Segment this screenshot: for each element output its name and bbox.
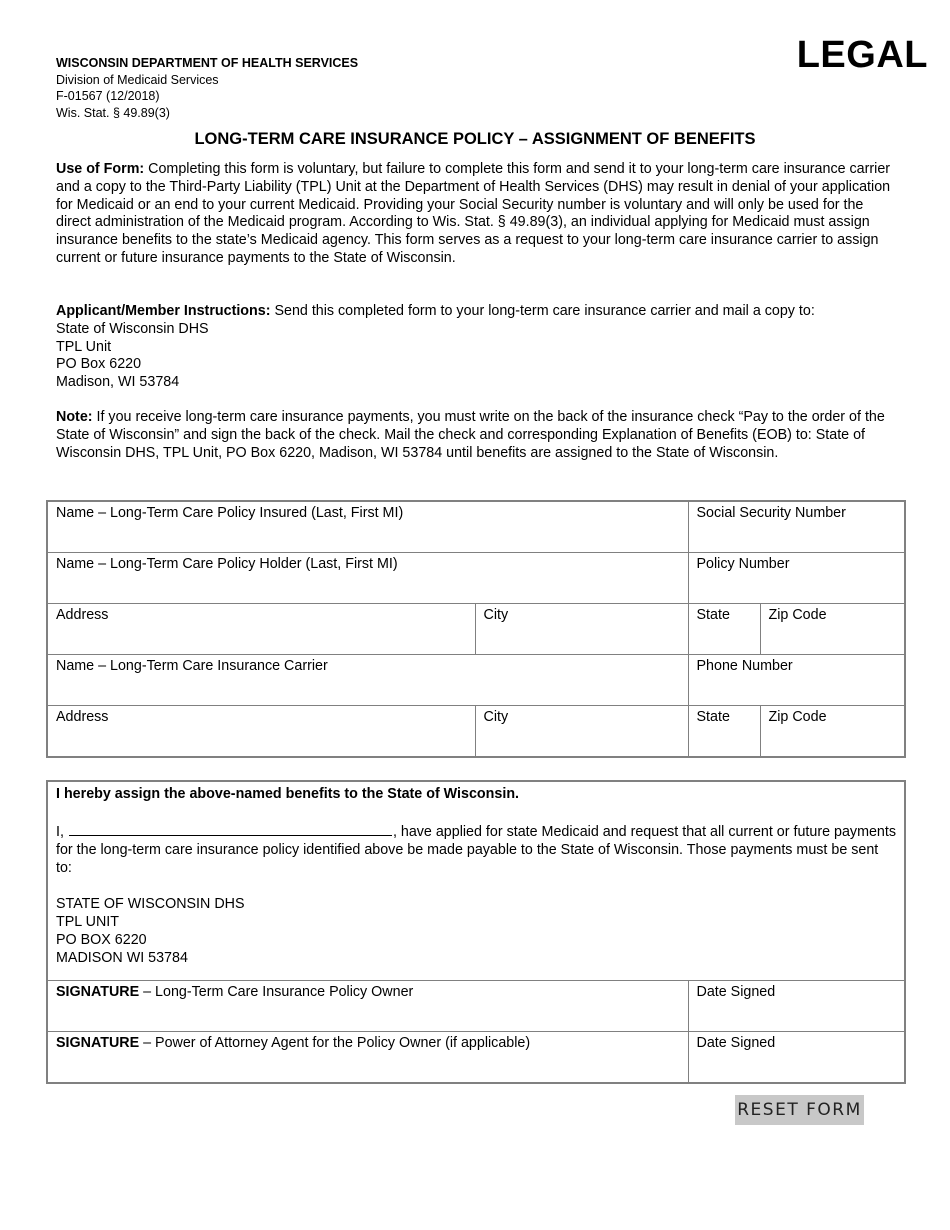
phone-number-label: Phone Number	[696, 658, 793, 674]
insured-name-label: Name – Long-Term Care Policy Insured (Last, First MI)	[56, 505, 404, 521]
use-of-form-paragraph	[56, 161, 896, 268]
carrier-city-field[interactable]	[475, 706, 688, 758]
policy-number-field[interactable]	[688, 553, 905, 604]
phone-number-field[interactable]	[688, 655, 905, 706]
holder-name-field[interactable]	[47, 553, 688, 604]
instructions-text: Send this completed form to your long-term care insurance carrier and mail a copy to:	[270, 303, 815, 319]
insured-city-field[interactable]	[475, 604, 688, 655]
address-label: Address	[56, 709, 109, 725]
form-header	[56, 55, 358, 121]
carrier-address-field[interactable]	[47, 706, 475, 758]
use-of-form-label: Use of Form:	[56, 161, 145, 177]
applicant-name-blank[interactable]	[69, 821, 392, 836]
instructions-label: Applicant/Member Instructions:	[56, 303, 271, 319]
form-number: F-01567 (12/2018)	[56, 89, 160, 103]
assignment-text: , have applied for state Medicaid and request that all current or future payments for the long-term care insurance policy identified above be made payable to the State of Wisconsin. Those payments must be sent to:	[56, 824, 896, 876]
holder-name-label: Name – Long-Term Care Policy Holder (Last, First MI)	[56, 556, 398, 572]
date-signed-label: Date Signed	[696, 1035, 776, 1051]
state-label: State	[696, 709, 730, 725]
insured-zip-field[interactable]	[760, 604, 905, 655]
assignment-table	[46, 780, 906, 1084]
city-label: City	[483, 709, 509, 725]
assignment-statement	[56, 821, 896, 877]
date-signed-label: Date Signed	[696, 984, 776, 1000]
address-label: Address	[56, 607, 109, 623]
insured-address-field[interactable]	[47, 604, 475, 655]
mail-address-line: TPL Unit	[56, 338, 112, 355]
note-text: If you receive long-term care insurance payments, you must write on the back of the insurance check “Pay to the order of the State of Wisconsin” and sign the back of the check. Mail the check and corresponding Explanation of Benefits (EOB) to: State of Wisconsin DHS, TPL Unit, PO Box 6220, Madison, WI 53784 until benefits are assigned to the State of Wisconsin.	[56, 409, 885, 461]
insured-name-field[interactable]	[47, 501, 688, 553]
carrier-name-label: Name – Long-Term Care Insurance Carrier	[56, 658, 328, 674]
insured-state-field[interactable]	[688, 604, 760, 655]
poa-signature-desc: – Power of Attorney Agent for the Policy Owner (if applicable)	[139, 1035, 531, 1051]
mail-address-line: Madison, WI 53784	[56, 374, 180, 391]
mail-address-line: State of Wisconsin DHS	[56, 320, 209, 337]
owner-date-signed-field[interactable]	[688, 981, 905, 1032]
dhs-address-line: STATE OF WISCONSIN DHS	[56, 896, 245, 912]
poa-signature-field[interactable]	[47, 1032, 688, 1084]
note-label: Note:	[56, 409, 93, 425]
page-title: LONG-TERM CARE INSURANCE POLICY – ASSIGNMENT OF BENEFITS	[194, 130, 756, 148]
owner-signature-desc: – Long-Term Care Insurance Policy Owner	[139, 984, 414, 1000]
assignment-section	[47, 781, 905, 981]
owner-signature-field[interactable]	[47, 981, 688, 1032]
ssn-field[interactable]	[688, 501, 905, 553]
carrier-name-field[interactable]	[47, 655, 688, 706]
dhs-address-line: MADISON WI 53784	[56, 950, 188, 966]
use-of-form-text: Completing this form is voluntary, but failure to complete this form and send it to your long-term care insurance carrier and a copy to the Third-Party Liability (TPL) Unit at the Department of Health Services (DHS) may result in denial of your application for Medicaid or an end to your current Medicaid. Providing your Social Security number is voluntary and will only be used for the direct administration of the Medicaid program. According to Wis. Stat. § 49.89(3), an individual applying for Medicaid must assign insurance benefits to the state’s Medicaid agency. This form serves as a request to your long-term care insurance carrier to assign current or future insurance payments to the State of Wisconsin.	[56, 161, 891, 266]
assignment-prefix: I,	[56, 824, 64, 840]
state-label: State	[696, 607, 730, 623]
assignment-heading: I hereby assign the above-named benefits to the State of Wisconsin.	[56, 786, 520, 802]
ssn-label: Social Security Number	[696, 505, 846, 521]
mail-address-line: PO Box 6220	[56, 356, 142, 373]
poa-date-signed-field[interactable]	[688, 1032, 905, 1084]
signature-label: SIGNATURE	[56, 984, 140, 1000]
zip-label: Zip Code	[768, 607, 827, 623]
legal-label: LEGAL	[796, 34, 928, 76]
statute-reference: Wis. Stat. § 49.89(3)	[56, 105, 170, 120]
instructions-paragraph	[56, 303, 896, 392]
city-label: City	[483, 607, 509, 623]
dhs-address-line: PO BOX 6220	[56, 932, 147, 948]
zip-label: Zip Code	[768, 709, 827, 725]
note-paragraph	[56, 409, 896, 462]
policy-number-label: Policy Number	[696, 556, 790, 572]
policy-info-table	[46, 500, 906, 758]
division-name: Division of Medicaid Services	[56, 72, 219, 87]
carrier-zip-field[interactable]	[760, 706, 905, 758]
carrier-state-field[interactable]	[688, 706, 760, 758]
signature-label: SIGNATURE	[56, 1035, 140, 1051]
reset-form-button[interactable]: RESET FORM	[735, 1095, 864, 1125]
dhs-address-line: TPL UNIT	[56, 914, 120, 930]
department-name: WISCONSIN DEPARTMENT OF HEALTH SERVICES	[56, 56, 359, 70]
